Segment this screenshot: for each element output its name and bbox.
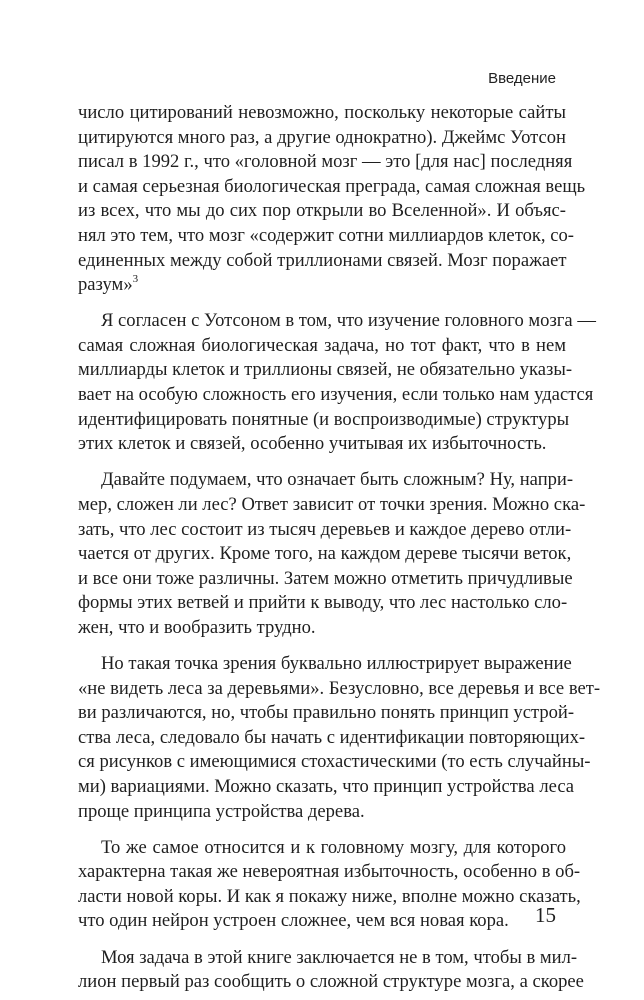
page-number: 15 [535, 903, 556, 927]
footnote-reference[interactable]: 3 [132, 273, 139, 286]
text-line-content: разум» [78, 274, 133, 296]
text-line: мер, сложен ли лес? Ответ зависит от точки зрения. Можно ска- [78, 493, 586, 515]
text-line: формы этих ветвей и прийти к выводу, что лес настолько сло- [78, 592, 568, 614]
text-line: самая сложная биологическая задача, но тот факт, что в нем [78, 334, 566, 356]
paragraph [78, 101, 586, 298]
text-line: ства леса, следовало бы начать с идентификации повторяющих- [78, 726, 586, 748]
text-line: ми) вариациями. Можно сказать, что принцип устройства леса [78, 775, 575, 797]
text-line: Давайте подумаем, что означает быть сложным? Ну, напри- [101, 469, 574, 491]
text-line: ся рисунков с имеющимися стохастическими (то есть случайны- [78, 751, 591, 773]
text-line: и все они тоже различны. Затем можно отметить причудливые [78, 567, 573, 589]
text-line: зать, что лес состоит из тысяч деревьев и каждое дерево отли- [78, 518, 572, 540]
text-line: ви различаются, но, чтобы правильно понять принцип устрой- [78, 702, 575, 724]
running-head: Введение [488, 70, 556, 87]
text-line: что один нейрон устроен сложнее, чем вся новая кора. [78, 910, 509, 932]
text-line: единенных между собой триллионами связей. Мозг поражает [78, 249, 567, 271]
text-line: идентифицировать понятные (и воспроизводимые) структуры [78, 408, 570, 430]
text-line: «не видеть леса за деревьями». Безусловно, все деревья и все вет- [78, 677, 601, 699]
text-line: чается от других. Кроме того, на каждом дереве тысячи веток, [78, 543, 572, 565]
paragraph [78, 309, 596, 457]
paragraph [78, 468, 586, 640]
text-line: вает на особую сложность его изучения, если только нам удастся [78, 384, 594, 406]
text-line: цитируются много раз, а другие однократно). Джеймс Уотсон [78, 126, 566, 148]
text-line: Но такая точка зрения буквально иллюстрирует выражение [101, 652, 572, 674]
text-line: То же самое относится и к головному мозгу, для которого [101, 836, 566, 858]
text-line: миллиарды клеток и триллионы связей, не обязательно указы- [78, 359, 573, 381]
text-line: лион первый раз сообщить о сложной структуре мозга, а скорее [78, 971, 584, 993]
text-line [78, 273, 566, 298]
text-line: характерна такая же невероятная избыточность, особенно в об- [78, 861, 581, 883]
text-line: Моя задача в этой книге заключается не в том, чтобы в мил- [101, 946, 578, 968]
text-line: писал в 1992 г., что «головной мозг — это [для нас] последняя [78, 151, 573, 173]
text-line: ласти новой коры. И как я покажу ниже, вполне можно сказать, [78, 885, 581, 907]
text-line: жен, что и вообразить трудно. [78, 616, 316, 638]
text-line: Я согласен с Уотсоном в том, что изучение головного мозга — [101, 310, 596, 332]
text-line: этих клеток и связей, особенно учитывая их избыточность. [78, 433, 547, 455]
text-line: число цитирований невозможно, поскольку некоторые сайты [78, 102, 566, 123]
text-line: проще принципа устройства дерева. [78, 800, 365, 822]
paragraph [78, 836, 581, 934]
paragraph [78, 652, 601, 824]
text-line: и самая серьезная биологическая преграда, самая сложная вещь [78, 175, 586, 197]
paragraph [78, 946, 584, 995]
body-text [78, 101, 601, 995]
text-line: из всех, что мы до сих пор открыли во Вселенной». И объяс- [78, 200, 566, 222]
text-line: нял это тем, что мозг «содержит сотни миллиардов клеток, со- [78, 224, 574, 246]
